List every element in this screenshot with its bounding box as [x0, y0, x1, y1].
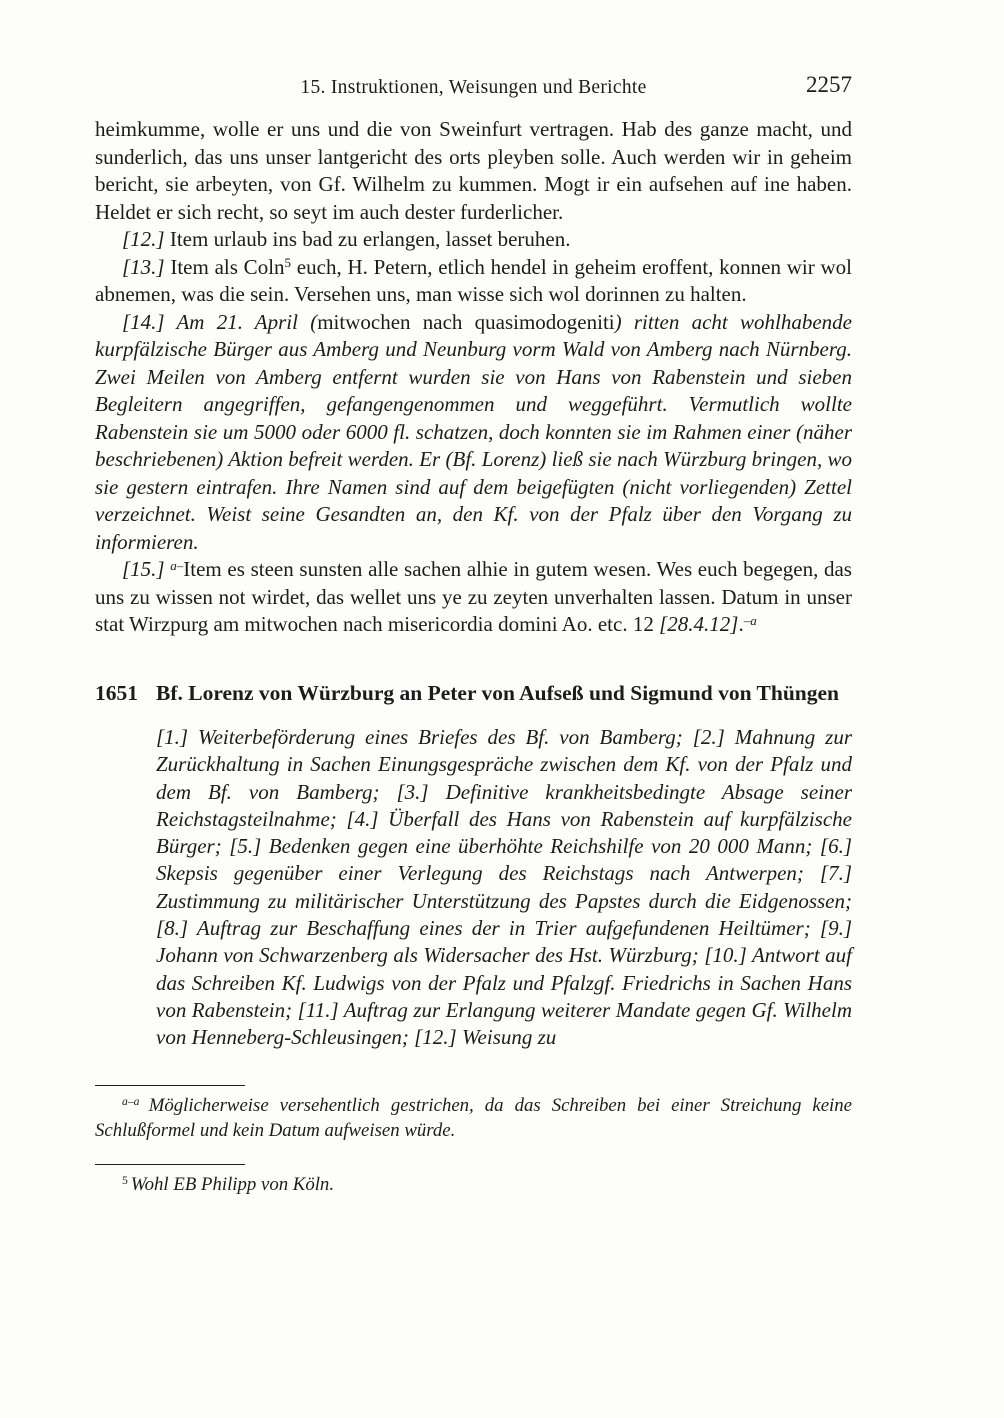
text-run: [12.] — [122, 227, 170, 251]
text-run: a–a — [122, 1094, 149, 1108]
text-run: euch, H. Petern, etlich hendel in geheim eroffent, konnen wir wol abnemen, was die sein. Versehen uns, man wisse sich wol dorinnen zu halten. — [95, 254, 852, 306]
paragraph-15 — [95, 556, 852, 639]
entry-heading — [95, 679, 852, 709]
text-run: [13.] — [122, 254, 171, 279]
text-run: heimkumme, wolle er uns und die von Sweinfurt vertragen. Hab des ganze macht, und sunderlich, das uns unser lantgericht des orts pleyben solle. Auch werden wir in geheim bericht, sie arbeyten, von Gf. Wilhelm zu kummen. Mogt ir ein aufsehen auf ine haben. Heldet er sich recht, so seyt im auch dester furderlicher. — [95, 117, 852, 224]
text-run: Wohl EB Philipp von Köln. — [130, 1173, 335, 1195]
text-run: Item es steen sunsten alle sachen alhie in gutem wesen. Wes euch begegen, das uns zu wissen not wirdet, das wellet uns ye zu zeyten unverhalten lassen. Datum in unser stat Wirzpurg am mitwochen nach misericordia domini Ao. etc. 12 — [95, 557, 852, 636]
footnote-a-a — [95, 1093, 852, 1144]
paragraph-13 — [95, 254, 852, 309]
entry-number: 1651 — [95, 680, 138, 705]
text-run: ) ritten acht wohlhabende kurpfälzische Bürger aus Amberg und Neunburg vorm Wald von Amberg nach Nürnberg. Zwei Meilen von Amberg entfernt wurden sie von Hans von Rabenstein und sieben Begleitern angegriffen, gefangengenommen und weggeführt. Vermutlich wollte Rabenstein sie um 5000 oder 6000 fl. schatzen, doch konnten sie im Rahmen einer (näher beschriebenen) Aktion befreit werden. Er (Bf. Lorenz) ließ sie nach Würzburg bringen, wo sie gestern eintrafen. Ihre Namen sind auf dem beigefügten (nicht vorliegenden) Zettel verzeichnet. Weist seine Gesandten an, den Kf. von der Pfalz über den Vorgang zu informieren. — [95, 309, 852, 554]
page-number: 2257 — [806, 72, 852, 97]
text-run: [14.] Am 21. April ( — [122, 309, 318, 334]
text-run: 5 — [122, 1173, 131, 1187]
text-run: –a — [743, 612, 757, 628]
text-run: Item als Coln — [170, 254, 285, 279]
entry-title: Bf. Lorenz von Würzburg an Peter von Aufseß und Sigmund von Thüngen — [156, 680, 839, 705]
paragraph-continuation — [95, 116, 852, 226]
running-head: 15. Instruktionen, Weisungen und Berichte — [300, 77, 647, 98]
entry-1651 — [95, 679, 852, 1052]
text-run: [15.] — [122, 557, 171, 581]
text-run: [28.4.12] — [659, 612, 739, 636]
main-text — [95, 116, 852, 639]
text-run: . — [738, 612, 744, 636]
paragraph-14 — [95, 309, 852, 557]
text-run: Item urlaub ins bad zu erlangen, lasset beruhen. — [169, 227, 571, 251]
footnote-rule — [95, 1085, 245, 1086]
text-run: Möglicherweise versehentlich gestrichen, da das Schreiben bei einer Streichung keine Schlußformel und kein Datum aufweisen würde. — [95, 1094, 852, 1142]
footnote-rule — [95, 1164, 245, 1165]
text-run: mitwochen nach quasimodogeniti — [317, 309, 615, 334]
footnote-group-explanatory — [95, 1164, 852, 1198]
footnote-5 — [95, 1172, 852, 1198]
footnotes — [95, 1085, 852, 1198]
entry-summary: [1.] Weiterbeförderung eines Briefes des Bf. von Bamberg; [2.] Mahnung zur Zurückhaltung in Sachen Einungsgespräche zwischen dem Kf. von der Pfalz und dem Bf. von Bamberg; [3.] Definitive krankheitsbedingte Absage seiner Reichstagsteilnahme; [4.] Überfall des Hans von Rabenstein auf kurpfälzische Bürger; [5.] Bedenken gegen eine überhöhte Reichshilfe von 20 000 Mann; [6.] Skepsis gegenüber einer Verlegung des Reichstags nach Antwerpen; [7.] Zustimmung zu militärischer Unterstützung des Papstes durch die Eidgenossen; [8.] Auftrag zur Beschaffung eines der in Trier aufgefundenen Heiltümer; [9.] Johann von Schwarzenberg als Widersacher des Hst. Würzburg; [10.] Antwort auf das Schreiben Kf. Ludwigs von der Pfalz und Pfalzgf. Friedrichs in Sachen Hans von Rabenstein; [11.] Auftrag zur Erlangung weiterer Mandate gegen Gf. Wilhelm von Henneberg-Schleusingen; [12.] Weisung zu — [156, 725, 852, 1050]
text-run: 5 — [284, 255, 292, 270]
page-header — [95, 74, 852, 102]
footnote-group-textual — [95, 1085, 852, 1144]
paragraph-12 — [95, 226, 852, 254]
text-run: a– — [170, 557, 184, 573]
